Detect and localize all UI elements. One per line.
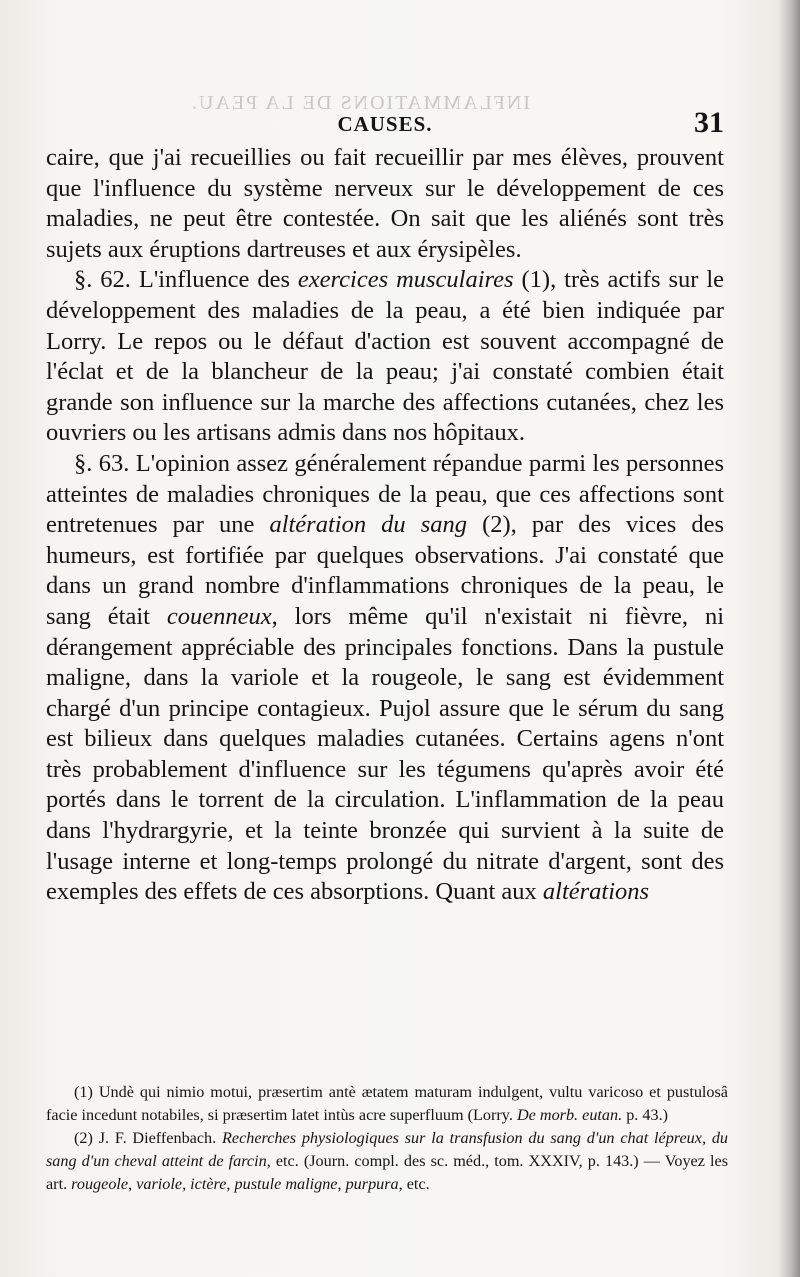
text-run: (2), par des vices des humeurs, est fortifiée par quelques observations. J'ai constaté que dans un grand nombre d'inflammations chroniques de la peau, le sang était — [46, 511, 725, 630]
text-run: , — [337, 1175, 346, 1193]
running-title: CAUSES. — [337, 112, 433, 136]
text-run: , — [182, 1175, 191, 1193]
italic-term: De morb. eutan. — [516, 1106, 623, 1124]
italic-term: purpura — [345, 1175, 399, 1193]
page-header — [46, 108, 724, 138]
italic-term: altération du sang — [269, 511, 468, 539]
text-run: , etc. (Journ. compl. des sc. méd., tom. XXXIV, p. 143.) — Voyez les art. — [46, 1152, 728, 1193]
italic-term: ictère — [190, 1175, 227, 1193]
italic-term: variole — [136, 1175, 183, 1193]
text-run: §. 63. L'opinion assez généralement répandue parmi les personnes atteintes de maladies chroniques de la peau, que ces affections sont entretenues par une — [46, 449, 724, 539]
page-edge-shadow — [778, 0, 800, 1277]
paragraph-continuation: caire, que j'ai recueillies ou fait recueillir par mes élèves, prouvent que l'influence du système nerveux sur le développement de ces maladies, ne peut être contestée. On sait que les aliénés sont très sujets aux éruptions dartreuses et aux érysipèles. — [46, 144, 724, 263]
page-number: 31 — [694, 106, 724, 139]
text-run: §. 62. L'influence des — [74, 266, 298, 294]
text-run: , lors même qu'il n'existait ni fièvre, ni dérangement appréciable des principales fonctions. Dans la pustule maligne, dans la variole et la rougeole, le sang est évidemment chargé d'un principe contagieux. Pujol assure que le sérum du sang est bilieux dans quelques maladies cutanées. Certains agens n'ont très probablement d'influence sur les tégumens qu'après avoir été portés dans le torrent de la circulation. L'inflammation de la peau dans l'hydrargyrie, et la teinte bronzée qui survient à la suite de l'usage interne et long-temps prolongé du nitrate d'argent, sont des exemples des effets de ces absorptions. Quant aux — [46, 602, 724, 906]
footnote-2 — [46, 1127, 728, 1196]
italic-term: exercices musculaires — [297, 266, 514, 294]
paragraph-62 — [46, 265, 724, 449]
text-run: (1) Undè qui nimio motui, præsertim antè ætatem maturam indulgent, vultu varicoso et pustulosâ facie incedunt notabiles, si præsertim latet intùs acre superfluum (Lorry. — [46, 1083, 728, 1124]
italic-term: rougeole — [71, 1175, 129, 1193]
text-run: p. 43.) — [622, 1106, 669, 1124]
italic-term: pustule maligne — [234, 1175, 338, 1193]
footnotes — [46, 1081, 728, 1196]
text-run: (1), très actifs sur le développement des maladies de la peau, a été bien indiquée par Lorry. Le repos ou le défaut d'action est souvent accompagné de l'éclat et de la blancheur de la peau; j'ai constaté combien était grande son influence sur la marche des affections cutanées, chez les ouvriers ou les artisans admis dans nos hôpitaux. — [46, 266, 724, 447]
text-run: , — [128, 1175, 137, 1193]
italic-term: Recherches physiologiques sur la transfusion du sang d'un chat lépreux, du sang d'un cheval atteint de farcin — [46, 1129, 729, 1170]
paragraph-63 — [46, 449, 724, 908]
italic-term: couenneux — [166, 602, 272, 630]
text-run: , etc. — [398, 1175, 430, 1193]
footnote-1 — [46, 1081, 728, 1127]
body-text — [46, 143, 724, 908]
text-run: (2) J. F. Dieffenbach. — [74, 1129, 222, 1147]
text-run: , — [226, 1175, 235, 1193]
bleed-through-text: INFLAMMATIONS DE LA PEAU. — [190, 92, 531, 114]
italic-term: altérations — [542, 878, 650, 906]
